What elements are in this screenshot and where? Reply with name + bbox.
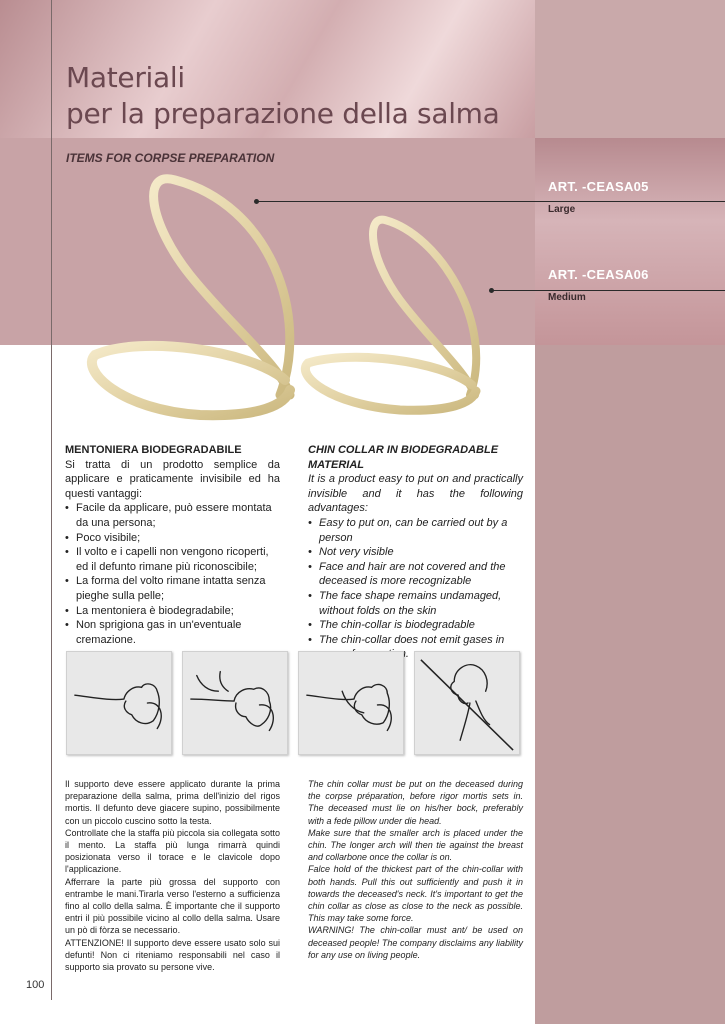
english-intro: It is a product easy to put on and practically invisible and it has the following advantages: [308, 473, 523, 515]
article-code: ART. -CEASA05 [548, 179, 649, 194]
english-advantages-list [308, 516, 523, 662]
list-item: • La mentoniera è biodegradabile; [65, 604, 280, 619]
list-item: • Il volto e i capelli non vengono ricoperti, ed il defunto rimane più riconoscibile; [65, 545, 280, 574]
step-2-illustration [182, 651, 288, 755]
page-title [66, 60, 536, 132]
english-instructions [308, 778, 523, 961]
page-number: 100 [26, 979, 45, 991]
instruction-paragraph: Afferrare la parte più grossa del supporto con entrambe le mani.Tirarla verso l'esterno a sufficienza fino al collo della salma. È importante che il supporto entri il più possibile vicino al collo della salma. Usare un pò di fòrza se necessario. [65, 876, 280, 936]
chin-collar-product-image [80, 165, 520, 430]
article-size: Medium [548, 292, 586, 303]
title-line-1: Materiali [66, 61, 185, 94]
step-3-illustration [298, 651, 404, 755]
article-medium [548, 267, 649, 303]
article-code: ART. -CEASA06 [548, 267, 649, 282]
title-line-2: per la preparazione della salma [66, 97, 500, 130]
leader-line-medium [492, 290, 725, 291]
medium-collar-shape [305, 220, 476, 411]
instruction-paragraph: Falce hold of the thickest part of the chin-collar with both hands. Pull this out sufficiently and push it in towards the deceased's neck. It's important to get the chin collar as close as close to the neck as possible. This may take some force. [308, 864, 523, 924]
right-sidebar-top [535, 0, 725, 138]
instruction-paragraph: Il supporto deve essere applicato durante la prima preparazione della salma, prima dell'inizio del rigos mortis. Il defunto deve giacere supino, possibilmente con un piccolo cuscino sotto la testa. [65, 779, 280, 826]
italian-advantages-list [65, 501, 280, 647]
italian-heading: MENTONIERA BIODEGRADABILE [65, 444, 242, 456]
english-heading: CHIN COLLAR IN BIODEGRADABLE MATERIAL [308, 444, 499, 471]
page-subtitle: ITEMS FOR CORPSE PREPARATION [66, 151, 275, 165]
warning-paragraph: WARNING! The chin-collar must ant/ be used on deceased people! The company disclaims any liability for any use on living people. [308, 925, 523, 960]
step-1-illustration [66, 651, 172, 755]
list-item: • La forma del volto rimane intatta senza pieghe sulla pelle; [65, 574, 280, 603]
italian-description [65, 443, 280, 647]
application-steps-illustrations [66, 651, 520, 755]
article-large [548, 179, 649, 215]
list-item: • Poco visibile; [65, 531, 280, 546]
italian-instructions [65, 778, 280, 973]
warning-paragraph: ATTENZIONE! Il supporto deve essere usato solo sui defunti! Non ci riteniamo responsabili nel caso il supporto sia provato su persone vive. [65, 937, 280, 973]
large-collar-shape [92, 179, 290, 415]
strike-line [421, 660, 513, 750]
instruction-paragraph: Make sure that the smaller arch is placed under the chin. The longer arch will then tie against the breast and collarbone once the collar is on. [308, 827, 523, 863]
list-item: • Easy to put on, can be carried out by a person [308, 516, 523, 545]
list-item: • Face and hair are not covered and the deceased is more recognizable [308, 560, 523, 589]
article-size: Large [548, 204, 576, 215]
list-item: • Non sprigiona gas in un'eventuale cremazione. [65, 618, 280, 647]
step-4-warning-illustration [414, 651, 520, 755]
list-item: • Facile da applicare, può essere montata da una persona; [65, 501, 280, 530]
instruction-paragraph: Controllate che la staffa più piccola sia collegata sotto il mento. La staffa più lunga rimarrà quindi posizionata verso il torace e le clavicole dopo l'applicazione. [65, 827, 280, 875]
list-item: • Not very visible [308, 545, 523, 560]
instruction-paragraph: The chin collar must be put on the deceased during the corpse préparation, before rigor mortis sets in. The deceased must lie on his/her bock, preferably with a fede pillow under die head. [308, 779, 523, 826]
italian-intro: Si tratta di un prodotto semplice da applicare e praticamente invisibile ed ha questi vantaggi: [65, 458, 280, 500]
list-item: • The chin-collar does not emit gases in case of cremation. [308, 633, 523, 662]
article-band [535, 138, 725, 345]
english-description [308, 443, 523, 662]
list-item: • The face shape remains undamaged, without folds on the skin [308, 589, 523, 618]
list-item: • The chin-collar is biodegradable [308, 618, 523, 633]
margin-rule [51, 0, 52, 1000]
